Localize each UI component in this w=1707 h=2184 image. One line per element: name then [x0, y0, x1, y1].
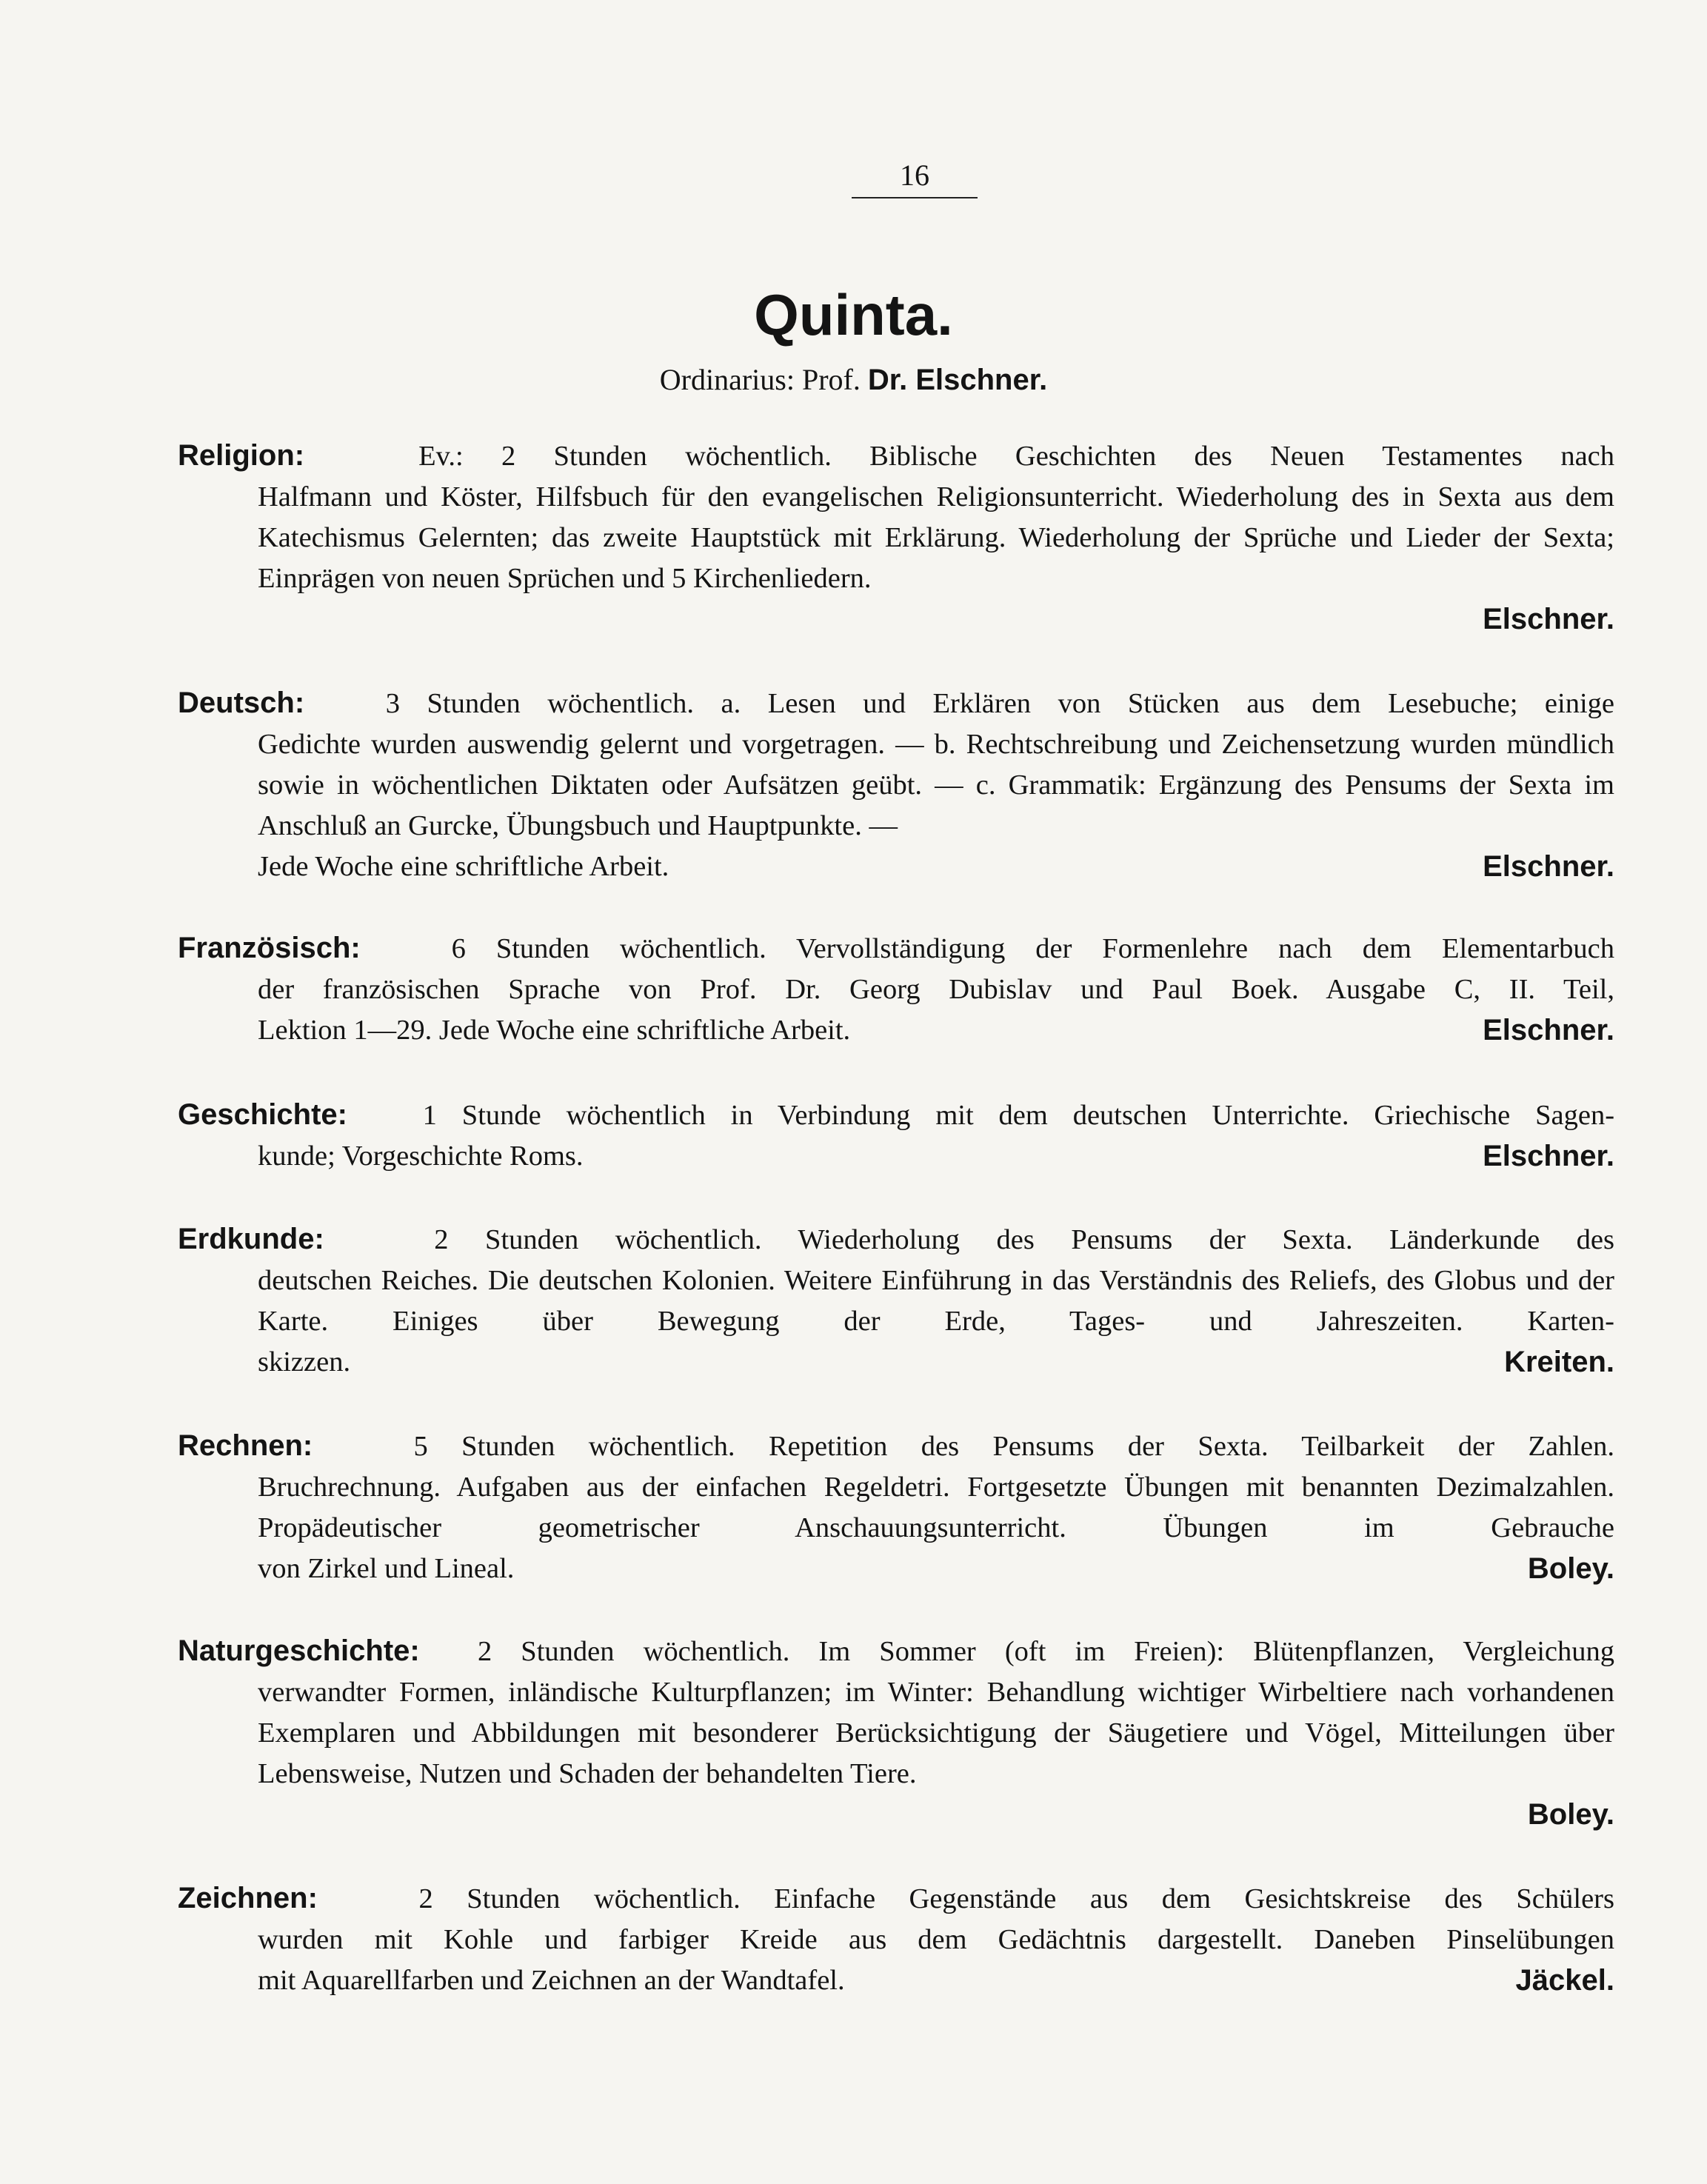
section-text: deutschen Reiches. Die deutschen Kolonien. Weitere Einführung in das Verständnis des Reliefs, des Globus und der Karte. Einiges über Bewegung der Erde, Tages- und Jahreszeiten. Karten-	[258, 1265, 1614, 1337]
section-text: Gedichte wurden auswendig gelernt und vorgetragen. — b. Rechtschreibung und Zeichensetzung wurden mündlich sowie in wöchentlichen Diktaten oder Aufsätzen geübt. — c. Grammatik: Ergänzung des Pensums der Sexta im Anschluß an Gurcke, Übungsbuch und Hauptpunkte. —	[258, 729, 1614, 841]
section-last-line: kunde; Vorgeschichte Roms.	[258, 1141, 584, 1172]
teacher-signature: Boley.	[1527, 1552, 1614, 1585]
teacher-signature: Elschner.	[1483, 850, 1614, 883]
ordinarius-label: Ordinarius: Prof.	[659, 363, 861, 396]
section-label: Zeichnen:	[178, 1882, 318, 1914]
section-deutsch	[178, 683, 1614, 887]
teacher-signature: Jäckel.	[1515, 1964, 1614, 1997]
section-first-line: 2 Stunden wöchentlich. Einfache Gegenstände aus dem Gesichtskreise des Schülers	[418, 1883, 1614, 1914]
section-label: Deutsch:	[178, 687, 305, 719]
teacher-signature: Elschner.	[1483, 603, 1614, 635]
section-rechnen	[178, 1426, 1614, 1589]
ordinarius-name: Dr. Elschner.	[867, 364, 1048, 396]
teacher-signature: Elschner.	[1483, 1140, 1614, 1172]
section-franzoesisch	[178, 928, 1614, 1051]
section-last-line: Jede Woche eine schriftliche Arbeit.	[258, 851, 669, 882]
section-label: Religion:	[178, 439, 305, 472]
section-text: Halfmann und Köster, Hilfsbuch für den evangelischen Religionsunterricht. Wiederholung des in Sexta aus dem Katechismus Gelernten; das zweite Hauptstück mit Erklärung. Wiederholung der Sprüche und Lieder der Sexta; Einprägen von neuen Sprüchen und 5 Kirchenliedern.	[258, 481, 1614, 594]
section-last-line: skizzen.	[258, 1346, 351, 1377]
section-text: wurden mit Kohle und farbiger Kreide aus dem Gedächtnis dargestellt. Daneben Pinselübungen	[258, 1924, 1614, 1955]
section-zeichnen	[178, 1878, 1614, 2001]
section-text: der französischen Sprache von Prof. Dr. Georg Dubislav und Paul Boek. Ausgabe C, II. Teil,	[258, 974, 1614, 1005]
section-first-line: 3 Stunden wöchentlich. a. Lesen und Erklären von Stücken aus dem Lesebuche; einige	[385, 688, 1614, 719]
section-label: Geschichte:	[178, 1098, 347, 1131]
section-text: Bruchrechnung. Aufgaben aus der einfachen Regeldetri. Fortgesetzte Übungen mit benannten Dezimalzahlen. Propädeutischer geometrischer Anschauungsunterricht. Übungen im Gebrauche	[258, 1472, 1614, 1543]
section-first-line: 5 Stunden wöchentlich. Repetition des Pensums der Sexta. Teilbarkeit der Zahlen.	[413, 1431, 1614, 1462]
section-last-line: Lektion 1—29. Jede Woche eine schriftliche Arbeit.	[258, 1015, 851, 1046]
section-first-line: 2 Stunden wöchentlich. Im Sommer (oft im Freien): Blütenpflanzen, Vergleichung	[477, 1636, 1614, 1667]
page-title: Quinta.	[754, 282, 953, 347]
section-first-line: 6 Stunden wöchentlich. Vervollständigung der Formenlehre nach dem Elementarbuch	[451, 933, 1614, 964]
section-label: Naturgeschichte:	[178, 1634, 420, 1667]
ordinarius-line	[0, 361, 1707, 398]
section-label: Französisch:	[178, 932, 361, 964]
teacher-signature: Elschner.	[1483, 1014, 1614, 1046]
section-text: verwandter Formen, inländische Kulturpflanzen; im Winter: Behandlung wichtiger Wirbeltiere nach vorhandenen Exemplaren und Abbildungen mit besonderer Berücksichtigung der Säugetiere und Vögel, Mitteilungen über Lebensweise, Nutzen und Schaden der behandelten Tiere.	[258, 1677, 1614, 1789]
section-last-line: mit Aquarellfarben und Zeichnen an der Wandtafel.	[258, 1965, 845, 1996]
section-label: Rechnen:	[178, 1429, 313, 1462]
section-geschichte	[178, 1095, 1614, 1177]
teacher-signature: Boley.	[1527, 1798, 1614, 1831]
section-first-line: 2 Stunden wöchentlich. Wiederholung des Pensums der Sexta. Länderkunde des	[434, 1224, 1614, 1255]
section-label: Erdkunde:	[178, 1223, 324, 1255]
section-naturgeschichte	[178, 1631, 1614, 1835]
teacher-signature: Kreiten.	[1504, 1346, 1614, 1378]
page-number: 16	[852, 157, 978, 198]
section-erdkunde	[178, 1219, 1614, 1383]
section-religion	[178, 435, 1614, 640]
section-first-line: Ev.: 2 Stunden wöchentlich. Biblische Geschichten des Neuen Testamentes nach	[418, 441, 1615, 472]
section-first-line: 1 Stunde wöchentlich in Verbindung mit dem deutschen Unterrichte. Griechische Sagen-	[422, 1100, 1615, 1131]
section-last-line: von Zirkel und Lineal.	[258, 1553, 515, 1584]
